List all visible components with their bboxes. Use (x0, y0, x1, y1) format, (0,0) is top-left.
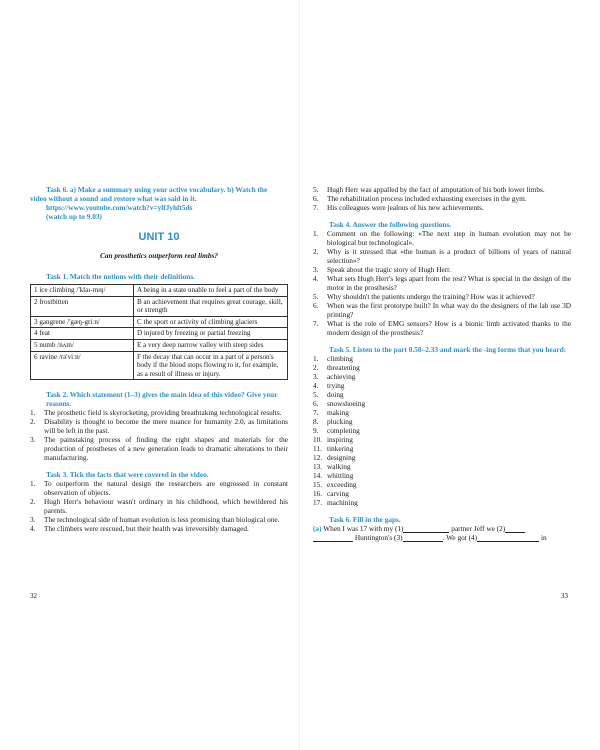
task5-item (313, 444, 571, 453)
item-text: inspiring (327, 435, 353, 444)
item-number: 7. (313, 203, 319, 212)
item-number: 2. (313, 363, 319, 372)
task4-item (313, 292, 571, 301)
gap-2[interactable] (505, 525, 525, 533)
video-link-note: (watch up to 9.03) (46, 212, 102, 221)
item-number: 17. (313, 498, 323, 507)
item-text: achieving (327, 372, 356, 381)
task5-item (313, 381, 571, 390)
item-number: 11. (313, 444, 322, 453)
match-row (31, 339, 288, 351)
task1-heading: Task 1. Match the notions with their definitions. (46, 272, 195, 281)
task5-list (313, 354, 571, 507)
task4-item (313, 319, 571, 337)
item-text: Hugh Herr's behaviour wasn't ordinary in his childhood, which bewildered his parents. (44, 497, 288, 516)
task6-text-4: . We got (4) (442, 533, 478, 542)
task2-heading: Task 2. Which statement (1–3) gives the main idea of this video? Give your reasons. (46, 390, 278, 409)
task5-item (313, 417, 571, 426)
item-number: 15. (313, 480, 323, 489)
match-table (30, 284, 288, 380)
item-number: 2. (313, 247, 319, 256)
task2-item (30, 435, 288, 462)
left-page (30, 185, 288, 533)
item-number: 7. (313, 319, 319, 328)
item-text: The rehabilitation process included exhausting exercises in the gym. (327, 194, 527, 203)
gap-3[interactable] (403, 534, 443, 542)
item-number: 3. (30, 515, 36, 525)
task6-text-1: When I was 17 with my (1) (323, 524, 404, 533)
page-gutter (299, 0, 300, 750)
task6-text-5: in (540, 533, 547, 542)
item-number: 1. (30, 479, 36, 489)
task4-item (313, 247, 571, 265)
item-number: 6. (313, 301, 319, 310)
task3-cont-item (313, 194, 571, 203)
task6-text-3: Huntington's (3) (354, 533, 403, 542)
item-number: 10. (313, 435, 323, 444)
item-number: 13. (313, 462, 323, 471)
definition-cell: C the sport or activity of climbing glaciers (134, 316, 288, 328)
task5-item (313, 363, 571, 372)
task3-continued-list (313, 185, 571, 212)
task3-item (30, 515, 288, 524)
item-text: What sets Hugh Herr's legs apart from the rest? What is special in the design of the motor in the prosthesis? (327, 274, 571, 292)
task2-item (30, 417, 288, 435)
item-text: plucking (327, 417, 353, 426)
item-number: 8. (313, 417, 319, 426)
definition-cell: B an achievement that requires great courage, skill, or strength (134, 296, 288, 316)
page-number-right: 33 (561, 592, 568, 600)
match-row (31, 316, 288, 328)
item-text: making (327, 408, 349, 417)
definition-cell: F the decay that can occur in a part of a person's body if the blood stops flowing to it, for example, as a result of illness or injury. (134, 351, 288, 380)
item-text: The climbers were rescued, but their health was irreversibly damaged. (44, 524, 249, 534)
task3-item (30, 479, 288, 497)
item-number: 2. (30, 417, 36, 427)
item-number: 1. (30, 408, 36, 418)
task5-item (313, 462, 571, 471)
item-text: walking (327, 462, 351, 471)
unit-subtitle: Can prosthetics outperform real limbs? (100, 251, 218, 260)
task6-a-label: (a) (313, 524, 322, 533)
task3-item (30, 497, 288, 515)
item-number: 14. (313, 471, 323, 480)
item-number: 2. (30, 497, 36, 507)
notion-cell: 3 gangrene /'gæŋ-griːn/ (31, 316, 134, 328)
item-text: trying (327, 381, 345, 390)
item-text: Disability is thought to become the mere nuance for humanity 2.0, as limitations will be left in the past. (44, 417, 288, 436)
task5-item (313, 399, 571, 408)
item-number: 9. (313, 426, 319, 435)
definition-cell: E a very deep narrow valley with steep sides (134, 339, 288, 351)
item-text: Why is it stressed that «the human is a product of billions of years of natural selection»? (327, 247, 571, 265)
task5-item (313, 390, 571, 399)
definition-cell: A being in a state unable to feel a part of the body (134, 285, 288, 297)
task6-line1 (313, 524, 571, 533)
item-text: completing (327, 426, 360, 435)
item-number: 6. (313, 194, 319, 203)
item-text: tinkering (327, 444, 354, 453)
notion-cell: 4 feat (31, 328, 134, 340)
match-row (31, 285, 288, 297)
notion-cell: 6 ravine /rə'viːn/ (31, 351, 134, 380)
item-text: doing (327, 390, 344, 399)
item-text: Why shouldn't the patients undergo the training? How was it achieved? (327, 292, 535, 301)
item-text: carving (327, 489, 349, 498)
item-number: 5. (313, 292, 319, 301)
item-text: Hugh Herr was appalled by the fact of amputation of his both lower limbs. (327, 185, 545, 194)
item-text: Comment on the following: «The next step in human evolution may not be biological but technological». (327, 229, 571, 247)
item-text: The prosthetic field is skyrocketing, providing breathtaking technological results. (44, 408, 282, 418)
task5-item (313, 372, 571, 381)
task2-list (30, 408, 288, 462)
task5-item (313, 426, 571, 435)
item-text: exceeding (327, 480, 357, 489)
unit-title: UNIT 10 (138, 231, 180, 243)
item-text: machining (327, 498, 358, 507)
task4-item (313, 301, 571, 319)
item-number: 3. (313, 372, 319, 381)
task5-item (313, 489, 571, 498)
item-number: 4. (313, 274, 319, 283)
item-text: The technological side of human evolution is less promising than biological one. (44, 515, 280, 525)
item-number: 5. (313, 185, 319, 194)
item-number: 6. (313, 399, 319, 408)
task6a-heading-cont: video without a sound and restore what was said in it. (30, 194, 197, 203)
item-number: 7. (313, 408, 319, 417)
task6-text-2: partner Jeff we (2) (451, 524, 506, 533)
item-number: 1. (313, 229, 319, 238)
notion-cell: 1 ice climbing /'klaɪ-mɪŋ/ (31, 285, 134, 297)
match-row (31, 296, 288, 316)
match-row (31, 351, 288, 380)
task3-list (30, 479, 288, 533)
gap-4[interactable] (477, 534, 539, 542)
notion-cell: 2 frostbitten (31, 296, 134, 316)
task5-item (313, 354, 571, 363)
task6a-heading: Task 6. a) Make a summary using your active vocabulary. b) Watch the (46, 185, 268, 194)
gap-2b[interactable] (313, 534, 353, 542)
task5-heading: Task 5. Listen to the part 0.50–2.33 and mark the -ing forms that you heard: (329, 345, 567, 354)
item-number: 4. (313, 381, 319, 390)
item-text: To outperform the natural design the researchers are engrossed in constant observation of objects. (44, 479, 288, 498)
video-link[interactable]: https://www.youtube.com/watch?v=ylfJyhft5ds (46, 203, 193, 212)
item-number: 3. (313, 265, 319, 274)
item-number: 5. (313, 390, 319, 399)
item-text: designing (327, 453, 356, 462)
task3-heading: Task 3. Tick the facts that were covered in the video. (46, 470, 209, 480)
task3-cont-item (313, 185, 571, 194)
item-number: 1. (313, 354, 319, 363)
task5-item (313, 471, 571, 480)
page-number-left: 32 (30, 592, 37, 600)
item-text: When was the first prototype built? In what way do the designers of the lab use 3D printing? (327, 301, 571, 319)
gap-1[interactable] (403, 525, 449, 533)
item-number: 12. (313, 453, 323, 462)
item-number: 3. (30, 435, 36, 445)
task5-item (313, 498, 571, 507)
item-text: What is the role of EMG sensors? How is a bionic limb activated thanks to the modern design of the prosthesis? (327, 319, 571, 337)
item-text: Speak about the tragic story of Hugh Herr. (327, 265, 452, 274)
task5-item (313, 435, 571, 444)
item-text: His colleagues were jealous of his new achievements. (327, 203, 484, 212)
item-number: 4. (30, 524, 36, 534)
notion-cell: 5 numb /nʌm/ (31, 339, 134, 351)
task6-heading: Task 6. Fill in the gaps. (329, 515, 401, 524)
item-text: threatening (327, 363, 360, 372)
definition-cell: D injured by freezing or partial freezing (134, 328, 288, 340)
task4-list (313, 229, 571, 337)
item-text: The painstaking process of finding the right shapes and materials for the production of prostheses of a new generation leads to dramatic alterations to their manufacturing. (44, 435, 288, 463)
task4-item (313, 265, 571, 274)
task5-item (313, 480, 571, 489)
match-row (31, 328, 288, 340)
task4-item (313, 229, 571, 247)
task6-line2 (313, 533, 571, 542)
right-page (313, 185, 571, 542)
task5-item (313, 408, 571, 417)
task3-item (30, 524, 288, 533)
task4-heading: Task 4. Answer the following questions. (329, 220, 452, 229)
item-text: snowshoeing (327, 399, 366, 408)
item-number: 16. (313, 489, 323, 498)
task3-cont-item (313, 203, 571, 212)
item-text: climbing (327, 354, 353, 363)
task5-item (313, 453, 571, 462)
task4-item (313, 274, 571, 292)
item-text: whittling (327, 471, 354, 480)
task2-item (30, 408, 288, 417)
